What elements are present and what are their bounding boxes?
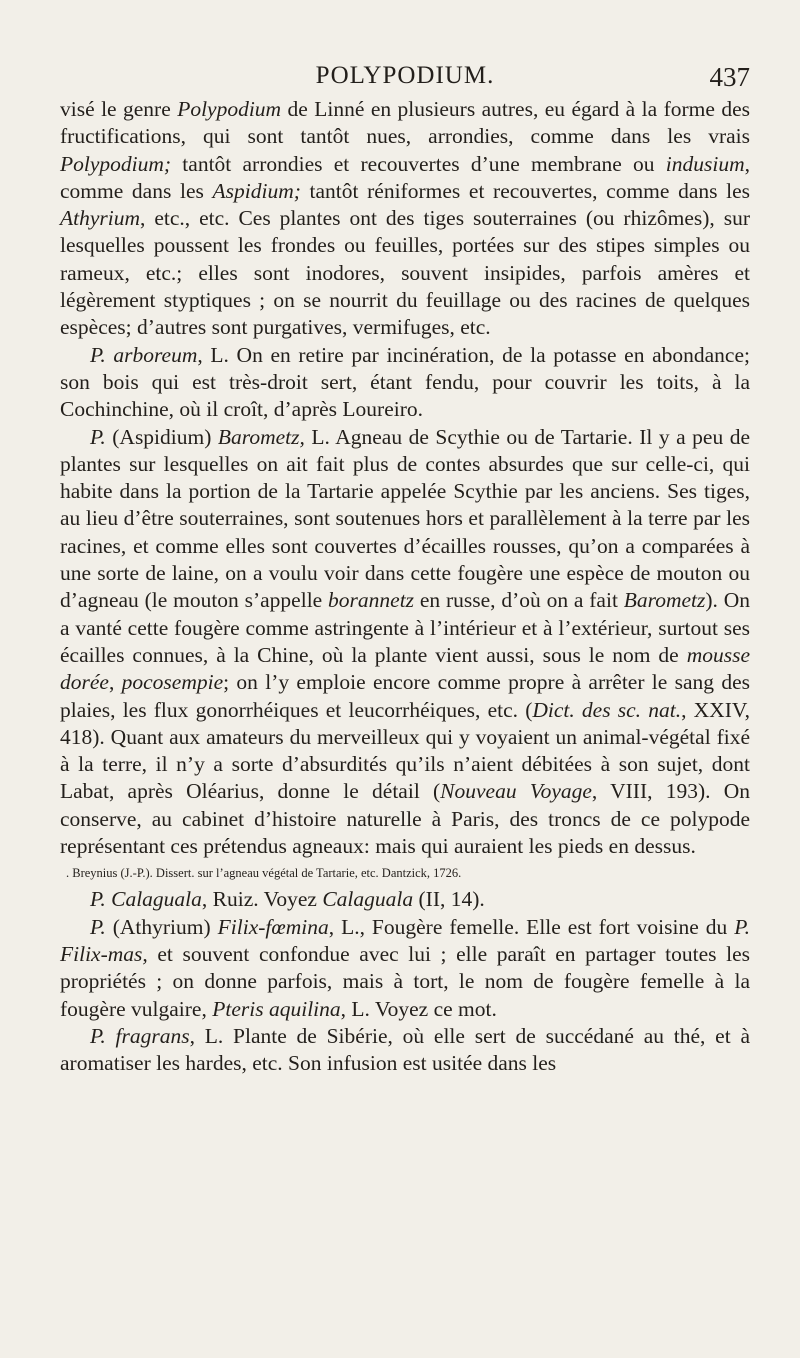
italic-run: mousse dorée bbox=[60, 642, 750, 695]
body-text bbox=[60, 96, 750, 1077]
italic-run: Nouveau Voyage bbox=[440, 779, 592, 804]
text-run: , Ruiz. Voyez bbox=[201, 887, 323, 912]
text-run: de Linné en plusieurs autres, eu égard à la forme des fructifications, qui sont tantôt nues, arrondies, comme dans les vrais bbox=[60, 97, 750, 149]
italic-run: P. Calaguala bbox=[90, 887, 202, 912]
text-run: , L. On en retire par incinération, de la potasse en abondance; son bois qui est très-droit sert, étant fendu, pour couvrir les toits, à la Cochinchine, où il croît, d’après Loureiro. bbox=[60, 342, 750, 422]
text-run: visé le genre bbox=[60, 97, 178, 121]
paragraph-intro bbox=[60, 96, 750, 342]
text-run: (II, 14). bbox=[413, 887, 485, 912]
paragraph-arboreum bbox=[60, 342, 750, 424]
italic-run: Aspidium; bbox=[212, 178, 301, 203]
text-run: L. Agneau de Scythie ou de Tartarie. Il y a peu de plantes sur lesquelles on ait fait plus de contes absurdes que sur celle-ci, qui habite dans la portion de la Tartarie appelée Scythie par les anciens. Ses tiges, au lieu d’être souterraines, sont soutenues hors et parallèlement à la terre par les racines, et comme elles sont couvertes d’écailles rousses, qu’on a comparées à une sorte de laine, on a voulu voir dans cette fougère une espèce de mouton ou d’agneau (le mouton s’appelle bbox=[60, 424, 750, 613]
italic-run: P. bbox=[90, 424, 106, 449]
italic-run: P. bbox=[90, 914, 106, 939]
text-run: (Athyrium) bbox=[105, 914, 218, 939]
italic-run: P. fragrans bbox=[90, 1023, 190, 1048]
text-run: tantôt réniformes et recouvertes, comme dans les bbox=[300, 178, 751, 203]
paragraph-fragrans bbox=[60, 1023, 750, 1078]
text-run: , L. Voyez ce mot. bbox=[340, 996, 497, 1021]
italic-run: Pteris aquilina bbox=[212, 996, 341, 1021]
text-run: , L., Fougère femelle. Elle est fort voisine du bbox=[328, 914, 735, 939]
italic-run: Athyrium bbox=[60, 206, 141, 231]
italic-run: Dict. des sc. nat. bbox=[532, 697, 682, 722]
text-run: , comme dans les bbox=[60, 151, 750, 203]
italic-run: indusium bbox=[665, 151, 745, 176]
text-run: , VIII, 193). On conserve, au cabinet d’histoire naturelle à Paris, des troncs de ce polypode représentant ces prétendus agneaux: mais qui auraient les pieds en dessus. bbox=[60, 779, 750, 859]
italic-run: P. arboreum bbox=[90, 342, 198, 367]
text-run: en russe, d’où on a fait bbox=[414, 588, 624, 613]
italic-run: Barometz, bbox=[217, 424, 305, 449]
italic-run: Filix-fœmina bbox=[217, 914, 329, 939]
text-run: (Aspidium) bbox=[105, 424, 218, 449]
text-run: ; on l’y emploie encore comme propre à arrêter le sang des plaies, les flux gonorrhéiques et leucorrhéiques, etc. ( bbox=[60, 670, 750, 722]
text-run: et souvent confondue avec lui ; elle paraît en partager toutes les propriétés ; on donne parfois, mais à tort, le nom de fougère femelle à la fougère vulgaire, bbox=[60, 941, 750, 1021]
footnote bbox=[60, 860, 750, 886]
italic-run: P. Filix-mas, bbox=[60, 914, 750, 966]
page-number: 437 bbox=[709, 62, 750, 92]
italic-run: pocosempie bbox=[121, 670, 224, 695]
paragraph-filix-foemina bbox=[60, 914, 750, 1023]
paragraph-barometz bbox=[60, 424, 750, 861]
running-title: POLYPODIUM. bbox=[315, 62, 495, 89]
italic-run: Polypodium bbox=[177, 97, 282, 121]
text-run: , XXIV, 418). Quant aux amateurs du merveilleux qui y voyaient un animal-végétal fixé à la terre, il n’y a sorte d’absurdités qu’ils n’aient débitées à son sujet, dont Labat, après Oléarius, donne le détail ( bbox=[60, 697, 750, 804]
page-header bbox=[60, 62, 750, 96]
text-run: . Breynius (J.-P.). Dissert. sur l’agneau végétal de Tartarie, etc. Dantzick, 1726. bbox=[66, 866, 462, 881]
italic-run: Barometz bbox=[623, 588, 706, 613]
text-run: , bbox=[108, 670, 122, 695]
text-run: , L. Plante de Sibérie, où elle sert de succédané au thé, et à aromatiser les hardes, etc. Son infusion est usitée dans les bbox=[60, 1023, 750, 1076]
text-run: , etc., etc. Ces plantes ont des tiges souterraines (ou rhizômes), sur lesquelles poussent les frondes ou feuilles, portées sur des stipes simples ou rameux, etc.; elles sont inodores, souvent insipides, parfois amères et légèrement styptiques ; on se nourrit du feuillage ou des racines de quelques espèces; d’autres sont purgatives, vermifuges, etc. bbox=[60, 206, 750, 340]
italic-run: Polypodium; bbox=[60, 151, 172, 176]
text-run: ). On a vanté cette fougère comme astringente à l’intérieur et à l’extérieur, surtout ses écailles connues, à la Chine, où la plante vient aussi, sous le nom de bbox=[60, 588, 751, 667]
italic-run: Calaguala bbox=[322, 887, 414, 912]
italic-run: borannetz bbox=[328, 588, 415, 613]
text-run: tantôt arrondies et recouvertes d’une membrane ou bbox=[171, 151, 666, 176]
paragraph-calaguala bbox=[60, 886, 750, 913]
